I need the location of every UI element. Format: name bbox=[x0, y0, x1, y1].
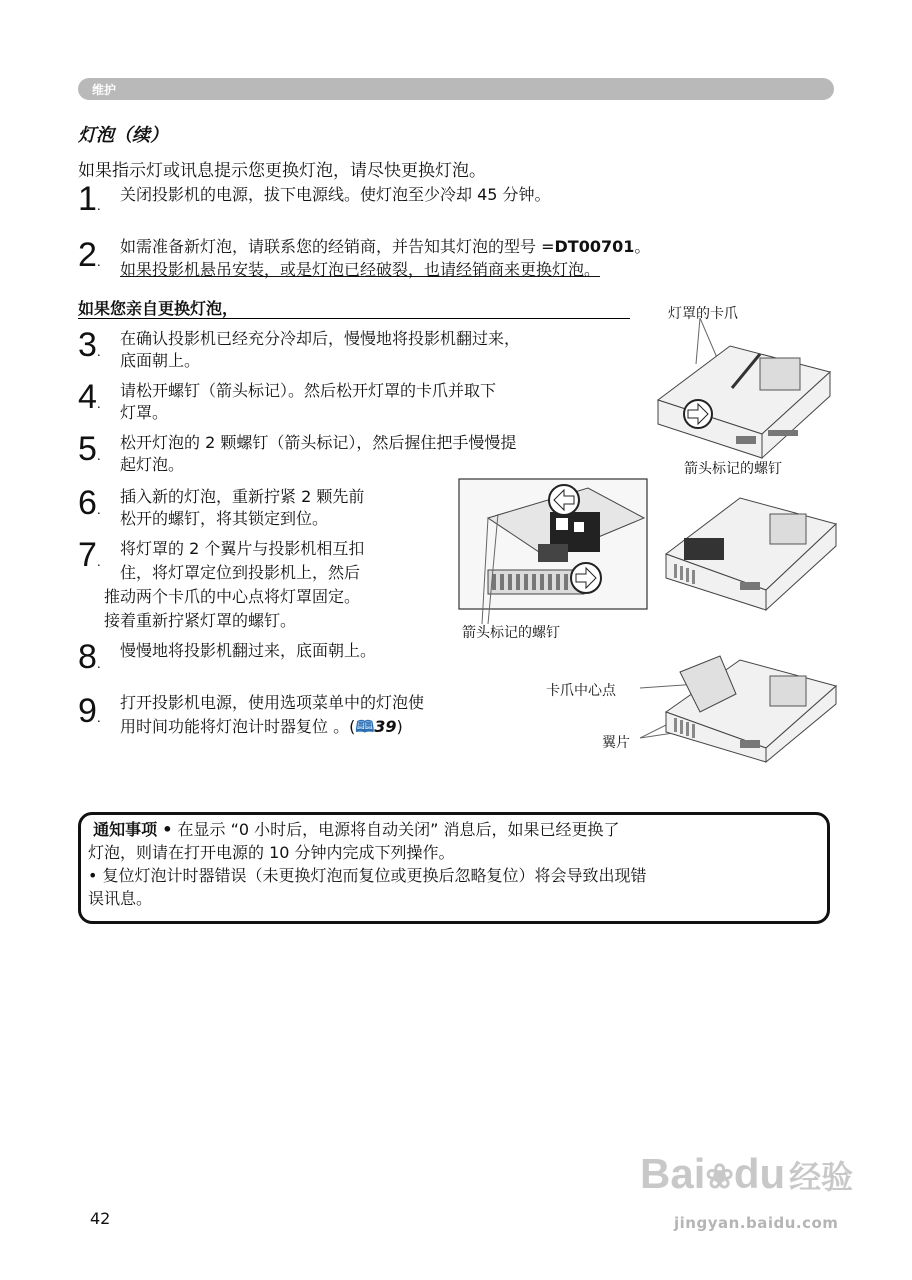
page-reference-link[interactable]: 39 bbox=[374, 717, 397, 736]
paw-icon: ❀ bbox=[705, 1158, 734, 1196]
step-number: 1 . bbox=[78, 182, 101, 222]
step-7-line-3: 推动两个卡爪的中心点将灯罩固定。 bbox=[104, 587, 361, 606]
watermark-cn: 经验 bbox=[789, 1159, 854, 1195]
step-7-line-2: 住，将灯罩定位到投影机上，然后 bbox=[120, 563, 361, 582]
step-9-line-2 bbox=[120, 716, 403, 738]
step-number: 5 . bbox=[78, 432, 101, 472]
step-2-line-2: 如果投影机悬吊安装，或是灯泡已经破裂，也请经销商来更换灯泡。 bbox=[120, 260, 601, 279]
projector-bottom-illustration bbox=[640, 318, 840, 460]
step-6-line-2: 松开的螺钉，将其锁定到位。 bbox=[120, 509, 329, 528]
notice-line-1-text: 在显示 “0 小时后，电源将自动关闭” 消息后，如果已经更换了 bbox=[177, 820, 620, 839]
watermark-url: jingyan.baidu.com bbox=[674, 1214, 839, 1232]
step-7-line-1: 将灯罩的 2 个翼片与投影机相互扣 bbox=[120, 539, 365, 558]
book-icon: 🕮 bbox=[355, 717, 375, 736]
section-header-label: 维护 bbox=[92, 83, 117, 97]
notice-line-2: 灯泡，则请在打开电源的 10 分钟内完成下列操作。 bbox=[88, 843, 455, 862]
step-9-ref-close: ) bbox=[396, 717, 403, 736]
step-8-text: 慢慢地将投影机翻过来，底面朝上。 bbox=[120, 641, 377, 660]
step-number: 2 . bbox=[78, 238, 101, 278]
notice-bullet: • bbox=[162, 820, 173, 839]
notice-line-3: • 复位灯泡计时器错误（未更换灯泡而复位或更换后忽略复位）将会导致出现错 bbox=[88, 866, 647, 885]
page-number: 42 bbox=[90, 1209, 111, 1228]
divider bbox=[78, 318, 630, 319]
step-6-line-1: 插入新的灯泡，重新拧紧 2 颗先前 bbox=[120, 487, 365, 506]
step-2-line-1 bbox=[120, 236, 650, 258]
step-5-line-2: 起灯泡。 bbox=[120, 455, 185, 474]
step-1-text: 关闭投影机的电源，拔下电源线。使灯泡至少冷却 45 分钟。 bbox=[120, 185, 551, 204]
step-number: 8 . bbox=[78, 640, 101, 680]
notice-line-4: 误讯息。 bbox=[88, 889, 153, 908]
step-4-line-1: 请松开螺钉（箭头标记）。然后松开灯罩的卡爪并取下 bbox=[120, 381, 497, 400]
page-title: 灯泡（续） bbox=[78, 125, 168, 146]
step-3-line-1: 在确认投影机已经充分冷却后，慢慢地将投影机翻过来， bbox=[120, 329, 521, 348]
step-5-line-1: 松开灯泡的 2 颗螺钉（箭头标记），然后握住把手慢慢提 bbox=[120, 433, 517, 452]
lamp-model: DT00701 bbox=[554, 237, 635, 256]
step-number: 7 . bbox=[78, 538, 101, 578]
step-number: 4 . bbox=[78, 380, 101, 420]
lamp-closeup-illustration bbox=[458, 478, 658, 626]
caption-claw: 灯罩的卡爪 bbox=[668, 306, 738, 322]
step-3-line-2: 底面朝上。 bbox=[120, 351, 201, 370]
intro-text: 如果指示灯或讯息提示您更换灯泡，请尽快更换灯泡。 bbox=[78, 161, 486, 181]
step-7-line-4: 接着重新拧紧灯罩的螺钉。 bbox=[104, 611, 297, 630]
caption-arrow-screw: 箭头标记的螺钉 bbox=[462, 625, 560, 641]
caption-tab: 翼片 bbox=[602, 735, 630, 751]
step-number: 3 . bbox=[78, 328, 101, 368]
step-2-suffix: 。 bbox=[634, 237, 651, 256]
step-9-line-1: 打开投影机电源，使用选项菜单中的灯泡使 bbox=[120, 693, 425, 712]
step-2-prefix: 如需准备新灯泡，请联系您的经销商，并告知其灯泡的型号 = bbox=[120, 237, 555, 256]
watermark-brand: Bai bbox=[640, 1150, 706, 1197]
notice-text bbox=[88, 818, 828, 910]
caption-arrow-screw: 箭头标记的螺钉 bbox=[684, 461, 782, 477]
notice-line-1 bbox=[88, 818, 828, 841]
section-header-bar bbox=[78, 78, 834, 100]
watermark-brand-2: du bbox=[733, 1150, 786, 1197]
step-9-line-2-text: 用时间功能将灯泡计时器复位 。( bbox=[120, 717, 356, 736]
caption-claw-center: 卡爪中心点 bbox=[546, 683, 616, 699]
step-4-line-2: 灯罩。 bbox=[120, 403, 169, 422]
sub-heading: 如果您亲自更换灯泡， bbox=[78, 299, 239, 318]
lamp-cover-install-illustration bbox=[640, 652, 840, 764]
step-number: 6 . bbox=[78, 486, 101, 526]
baidu-watermark-logo bbox=[640, 1150, 853, 1198]
projector-lamp-removed-illustration bbox=[660, 494, 840, 612]
notice-title: 通知事项 bbox=[93, 820, 158, 839]
step-number: 9 . bbox=[78, 694, 101, 734]
